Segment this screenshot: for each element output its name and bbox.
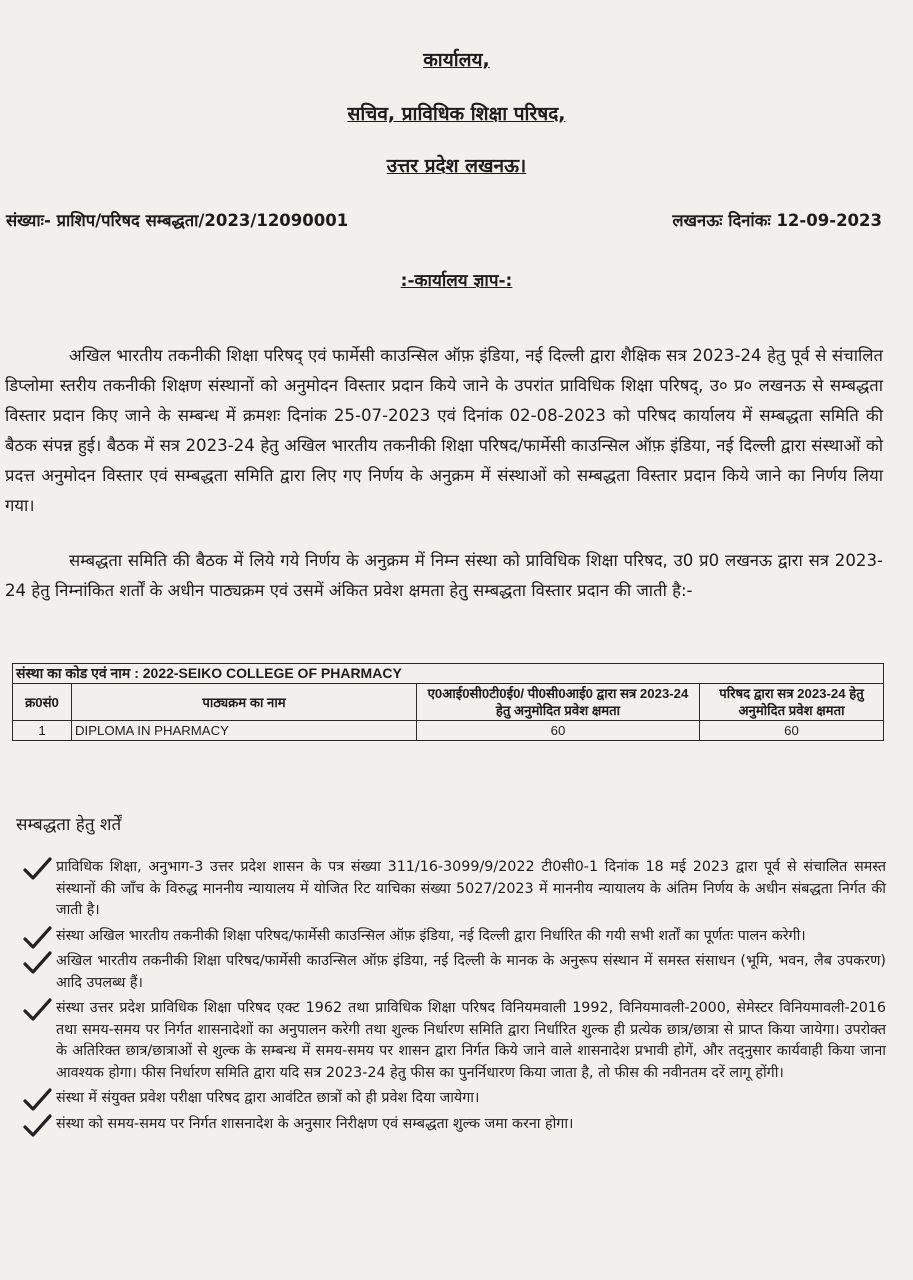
- conditions-title: सम्बद्धता हेतु शर्तें: [16, 815, 122, 835]
- institution-row: [13, 664, 884, 684]
- condition-text: संस्था उत्तर प्रदेश प्राविधिक शिक्षा परिषद एक्ट 1962 तथा प्राविधिक शिक्षा परिषद विनियमवाली 1992, विनियमावली-2000, सेमेस्टर विनियमावली-2016 तथा समय-समय पर निर्गत शासनादेशों का अनुपालन करेगी तथा शुल्क निर्धारण समिति द्वारा निर्धारित शुल्क ही प्रत्येक छात्र/छात्रा से प्राप्त किया जायेगा। उपरोक्त के अतिरिक्त छात्र/छात्राओं से शुल्क के सम्बन्ध में समय-समय पर शासन द्वारा निर्गत किये जाने वाले शासनादेश प्रभावी होगें, और तद्नुसार कार्यवाही किया जाना आवश्यक होगा। फीस निर्धारण समिति द्वारा यदि सत्र 2023-24 हेतु फीस का पुनर्निधारण किया जाता है, तो फीस की नवीनतम दरें लागू होंगी।: [56, 1000, 886, 1081]
- row-aicte-intake: 60: [417, 721, 700, 741]
- condition-item: [20, 951, 886, 994]
- condition-item: [20, 1114, 886, 1136]
- header-sno: क्र0सं0: [13, 684, 72, 721]
- header-board-intake: परिषद द्वारा सत्र 2023-24 हेतु अनुमोदित प्रवेश क्षमता: [700, 684, 884, 721]
- condition-item: [20, 926, 886, 948]
- table-row: [13, 721, 884, 741]
- condition-item: [20, 998, 886, 1084]
- condition-item: [20, 857, 886, 922]
- checkmark-icon: [22, 926, 52, 950]
- row-board-intake: 60: [700, 721, 884, 741]
- condition-text: अखिल भारतीय तकनीकी शिक्षा परिषद/फार्मेसी काउन्सिल ऑफ़ इंडिया, नई दिल्ली के मानक के अनुरूप संस्थान में समस्त संसाधन (भूमि, भवन, लैब उपकरण) आदि उपलब्ध हैं।: [56, 953, 886, 991]
- condition-text: संस्था को समय-समय पर निर्गत शासनादेश के अनुसार निरीक्षण एवं सम्बद्धता शुल्क जमा करना होगा।: [56, 1115, 574, 1132]
- office-heading-text: कार्यालय,: [423, 49, 490, 71]
- memo-title: :-कार्यालय ज्ञाप-:: [400, 271, 513, 291]
- row-sno: 1: [13, 721, 72, 741]
- checkmark-icon: [22, 998, 52, 1022]
- paragraph-decision: सम्बद्धता समिति की बैठक में लिये गये निर्णय के अनुक्रम में निम्न संस्था को प्राविधिक शिक्षा परिषद, उ0 प्र0 लखनऊ द्वारा सत्र 2023-24 हेतु निम्नांकित शर्तों के अधीन पाठ्यक्रम एवं उसमें अंकित प्रवेश क्षमता हेतु सम्बद्धता विस्तार प्रदान की जाती है:-: [5, 551, 883, 600]
- location-heading-text: उत्तर प्रदेश लखनऊ।: [386, 155, 527, 177]
- paragraph-background: अखिल भारतीय तकनीकी शिक्षा परिषद् एवं फार्मेसी काउन्सिल ऑफ़ इंडिया, नई दिल्ली द्वारा शैक्षिक सत्र 2023-24 हेतु पूर्व से संचालित डिप्लोमा स्तरीय तकनीकी शिक्षण संस्थानों को अनुमोदन विस्तार प्रदान किये जाने के उपरांत प्राविधिक शिक्षा परिषद्, उ० प्र० लखनऊ से सम्बद्धता विस्तार प्रदान किए जाने के सम्बन्ध में क्रमशः दिनांक 25-07-2023 एवं दिनांक 02-08-2023 को परिषद कार्यालय में सम्बद्धता समिति की बैठक संपन्न हुई। बैठक में सत्र 2023-24 हेतु अखिल भारतीय तकनीकी शिक्षा परिषद/फार्मेसी काउन्सिल ऑफ़ इंडिया, नई दिल्ली द्वारा संस्थाओं को प्रदत्त अनुमोदन विस्तार एवं सम्बद्धता समिति द्वारा लिए गए निर्णय के अनुक्रम में संस्थाओं को सम्बद्धता विस्तार प्रदान किये जाने का निर्णय लिया गया।: [5, 346, 883, 515]
- institution-name-cell: संस्था का कोड एवं नाम : 2022-SEIKO COLLEGE OF PHARMACY: [13, 664, 884, 684]
- checkmark-icon: [22, 1114, 52, 1138]
- condition-text: संस्था अखिल भारतीय तकनीकी शिक्षा परिषद/फार्मेसी काउन्सिल ऑफ़ इंडिया, नई दिल्ली द्वारा निर्धारित की गयी सभी शर्तों का पूर्णतः पालन करेगी।: [56, 927, 806, 944]
- condition-text: प्राविधिक शिक्षा, अनुभाग-3 उत्तर प्रदेश शासन के पत्र संख्या 311/16-3099/9/2022 टी0सी0-1 दिनांक 18 मई 2023 द्वारा पूर्व से संचालित समस्त संस्थानों की जाँच के विरुद्ध माननीय न्यायालय में योजित रिट याचिका संख्या 5027/2023 में माननीय न्यायालय के अंतिम निर्णय के अधीन संबद्धता निर्गत की जाती है।: [56, 859, 886, 918]
- secretary-heading-text: सचिव, प्राविधिक शिक्षा परिषद,: [347, 103, 566, 125]
- condition-item: [20, 1088, 886, 1110]
- reference-number: संख्याः- प्राशिप/परिषद सम्बद्धता/2023/12090001: [6, 211, 349, 230]
- intake-table: [12, 663, 884, 741]
- office-heading: [0, 46, 913, 72]
- header-aicte-intake: ए0आई0सी0टी0ई0/ पी0सी0आई0 द्वारा सत्र 2023-24 हेतु अनुमोदित प्रवेश क्षमता: [417, 684, 700, 721]
- checkmark-icon: [22, 1088, 52, 1112]
- table-header-row: [13, 684, 884, 721]
- reference-date: लखनऊः दिनांकः 12-09-2023: [672, 211, 882, 230]
- condition-text: संस्था में संयुक्त प्रवेश परीक्षा परिषद द्वारा आवंटित छात्रों को ही प्रवेश दिया जायेगा।: [56, 1090, 480, 1106]
- checkmark-icon: [22, 857, 52, 881]
- header-course: पाठ्यक्रम का नाम: [72, 684, 417, 721]
- conditions-list: [20, 857, 886, 1139]
- checkmark-icon: [22, 951, 52, 975]
- location-heading: [0, 152, 913, 178]
- secretary-heading: [0, 100, 913, 126]
- row-course: DIPLOMA IN PHARMACY: [72, 721, 417, 741]
